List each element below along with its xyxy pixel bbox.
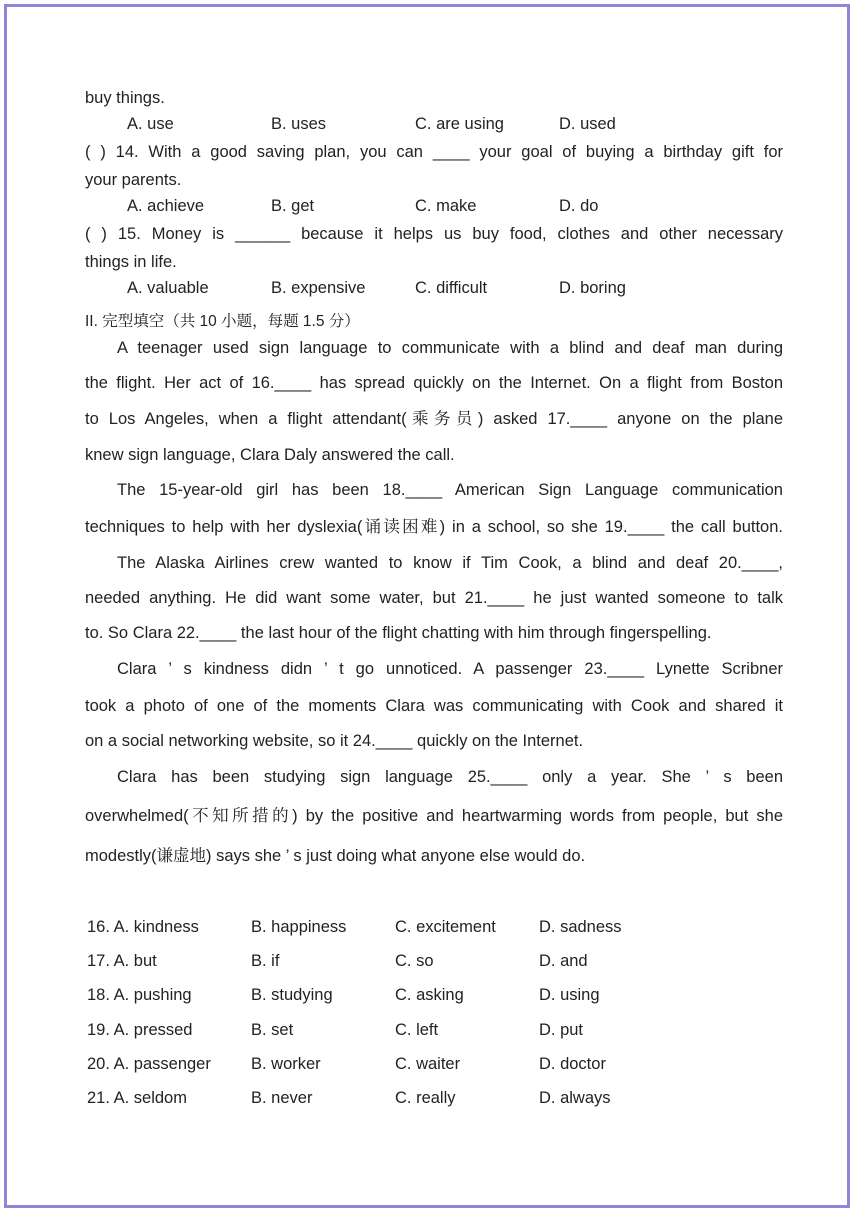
q15-option-b: B. expensive bbox=[271, 279, 366, 297]
passage-line-8: needed anything. He did want some water, but 21.____ he just wanted someone to talk bbox=[85, 589, 783, 607]
q14-option-a: A. achieve bbox=[127, 197, 205, 215]
choice-17-d: D. and bbox=[539, 952, 588, 970]
q15-option-d: D. boring bbox=[559, 279, 626, 297]
q13-tail: buy things. bbox=[85, 89, 165, 107]
choice-17-c: C. so bbox=[395, 952, 434, 970]
choice-17-a: 17. A. but bbox=[87, 952, 157, 970]
q15-stem-continued: things in life. bbox=[85, 253, 177, 271]
choice-19-d: D. put bbox=[539, 1021, 584, 1039]
choice-21-a: 21. A. seldom bbox=[87, 1089, 187, 1107]
passage-line-9: to. So Clara 22.____ the last hour of the flight chatting with him through fingerspelling. bbox=[85, 624, 712, 642]
section-heading: II. 完型填空（共 10 小题，每题 1.5 分） bbox=[85, 313, 360, 330]
choice-18-c: C. asking bbox=[395, 986, 464, 1004]
passage-line-3: to Los Angeles, when a flight attendant(乘务员) asked 17.____ anyone on the plane bbox=[85, 410, 783, 428]
choice-21-b: B. never bbox=[251, 1089, 313, 1107]
choice-18-a: 18. A. pushing bbox=[87, 986, 192, 1004]
passage-line-1: A teenager used sign language to communicate with a blind and deaf man during bbox=[117, 339, 783, 357]
choice-16-d: D. sadness bbox=[539, 918, 622, 936]
q14-stem-continued: your parents. bbox=[85, 171, 182, 189]
passage-line-12: on a social networking website, so it 24.____ quickly on the Internet. bbox=[85, 732, 584, 750]
passage-line-7: The Alaska Airlines crew wanted to know if Tim Cook, a blind and deaf 20.____, bbox=[117, 554, 783, 572]
choice-16-a: 16. A. kindness bbox=[87, 918, 199, 936]
choice-19-c: C. left bbox=[395, 1021, 439, 1039]
choice-16-b: B. happiness bbox=[251, 918, 347, 936]
choice-20-c: C. waiter bbox=[395, 1055, 461, 1073]
passage-line-4: knew sign language, Clara Daly answered the call. bbox=[85, 446, 455, 464]
passage-line-6: techniques to help with her dyslexia(诵读困难) in a school, so she 19.____ the call button. bbox=[85, 518, 783, 536]
choice-19-b: B. set bbox=[251, 1021, 294, 1039]
choice-18-b: B. studying bbox=[251, 986, 333, 1004]
q14-option-c: C. make bbox=[415, 197, 477, 215]
choice-21-d: D. always bbox=[539, 1089, 611, 1107]
choice-20-b: B. worker bbox=[251, 1055, 321, 1073]
passage-line-5: The 15-year-old girl has been 18.____ American Sign Language communication bbox=[117, 481, 783, 499]
q15-stem: ( ) 15. Money is ______ because it helps us buy food, clothes and other necessary bbox=[85, 225, 783, 243]
choice-19-a: 19. A. pressed bbox=[87, 1021, 193, 1039]
q13-option-d: D. used bbox=[559, 115, 616, 133]
q15-option-c: C. difficult bbox=[415, 279, 488, 297]
passage-line-2: the flight. Her act of 16.____ has spread quickly on the Internet. On a flight from Boston bbox=[85, 374, 783, 392]
q14-option-b: B. get bbox=[271, 197, 315, 215]
choice-17-b: B. if bbox=[251, 952, 280, 970]
choice-21-c: C. really bbox=[395, 1089, 456, 1107]
passage-line-14: overwhelmed(不知所措的) by the positive and heartwarming words from people, but she bbox=[85, 807, 783, 825]
q13-option-b: B. uses bbox=[271, 115, 327, 133]
choice-18-d: D. using bbox=[539, 986, 600, 1004]
passage-line-10: Clara ’ s kindness didn ’ t go unnoticed. A passenger 23.____ Lynette Scribner bbox=[117, 660, 783, 678]
passage-line-11: took a photo of one of the moments Clara was communicating with Cook and shared it bbox=[85, 697, 783, 715]
q15-option-a: A. valuable bbox=[127, 279, 209, 297]
q14-option-d: D. do bbox=[559, 197, 599, 215]
q14-stem: ( ) 14. With a good saving plan, you can ____ your goal of buying a birthday gift for bbox=[85, 143, 783, 161]
choice-20-a: 20. A. passenger bbox=[87, 1055, 211, 1073]
exam-page bbox=[4, 4, 850, 1208]
passage-line-13: Clara has been studying sign language 25.____ only a year. She ’ s been bbox=[117, 768, 783, 786]
q13-option-a: A. use bbox=[127, 115, 174, 133]
passage-line-15: modestly(谦虚地) says she ’ s just doing what anyone else would do. bbox=[85, 847, 586, 865]
choice-16-c: C. excitement bbox=[395, 918, 496, 936]
q13-option-c: C. are using bbox=[415, 115, 504, 133]
choice-20-d: D. doctor bbox=[539, 1055, 606, 1073]
